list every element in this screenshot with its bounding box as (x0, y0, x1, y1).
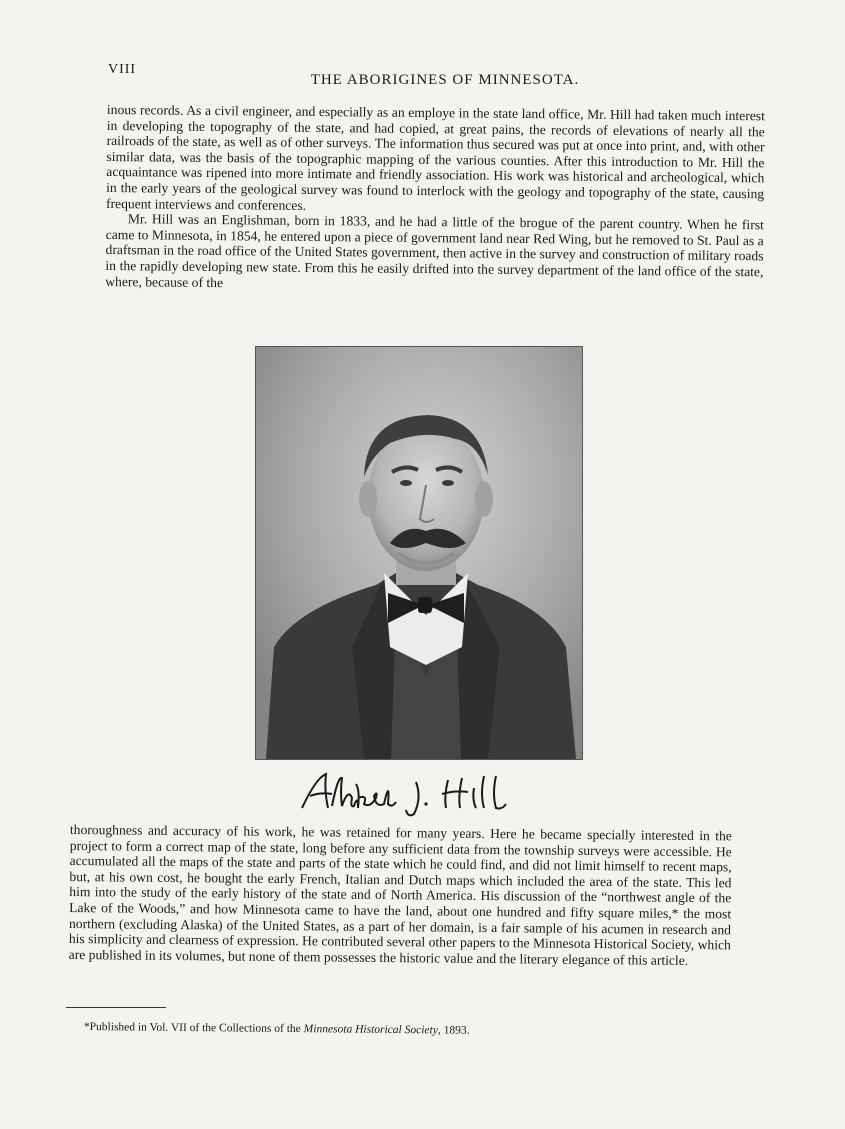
footnote-italic: Minnesota Historical Society (303, 1023, 438, 1037)
page-number: VIII (108, 62, 137, 77)
running-title: THE ABORIGINES OF MINNESOTA. (310, 72, 580, 88)
paragraph: inous records. As a civil engineer, and especially as an employe in the state land office, Mr. Hill had taken much interest in developing the topography of the state, and had copied, at great pains, the records of elevations of nearly all the railroads of the state, as well as of other surveys. The information thus secured was put at once into print, and, with other similar data, was the basis of the topographic mapping of the various counties. After this introduction to Mr. Hill the acquaintance was ripened into more intimate and friendly association. His work was historical and archeological, which in the early years of the geological survey was found to interlock with the geology and topography of the state, causing frequent interviews and conferences. (105, 102, 765, 213)
footnote-rule (66, 1007, 166, 1008)
footnote-prefix: *Published in Vol. VII of the Collections of the (83, 1020, 304, 1036)
footnote (84, 1020, 564, 1039)
portrait-photo (255, 346, 583, 760)
paragraph: Mr. Hill was an Englishman, born in 1833, and he had a little of the brogue of the parent country. When he first came to Minnesota, in 1854, he entered upon a piece of government land near Red Wing, but he removed to St. Paul as a draftsman in the road office of the United States government, then active in the survey and construction of military roads in the rapidly developing new state. From this he easily drifted into the survey department of the land office of the state, where, because of the (105, 211, 764, 290)
paragraph: thoroughness and accuracy of his work, he was retained for many years. Here he became specially interested in the project to form a correct map of the state, long before any sufficient data from the township surveys were accessible. He accumulated all the maps of the state and parts of the state which he could find, and did not limit himself to recent maps, but, at his own cost, he bought the early French, Italian and Dutch maps which included the area of the state. This led him into the study of the early history of the state and of North America. His discussion of the “northwest angle of the Lake of the Woods,” and how Minnesota came to have the land, about one hundred and fifty square miles,* the most northern (excluding Alaska) of the United States, as a part of her domain, is a fair sample of his acumen in research and his simplicity and clearness of expression. He contributed several other papers to the Minnesota Historical Society, which are published in its volumes, but none of them possesses the historic value and the literary elegance of this article. (68, 822, 732, 968)
signature (298, 768, 528, 818)
footnote-suffix: , 1893. (437, 1024, 470, 1037)
top-text-block (105, 102, 765, 295)
bottom-text-block (69, 822, 732, 969)
